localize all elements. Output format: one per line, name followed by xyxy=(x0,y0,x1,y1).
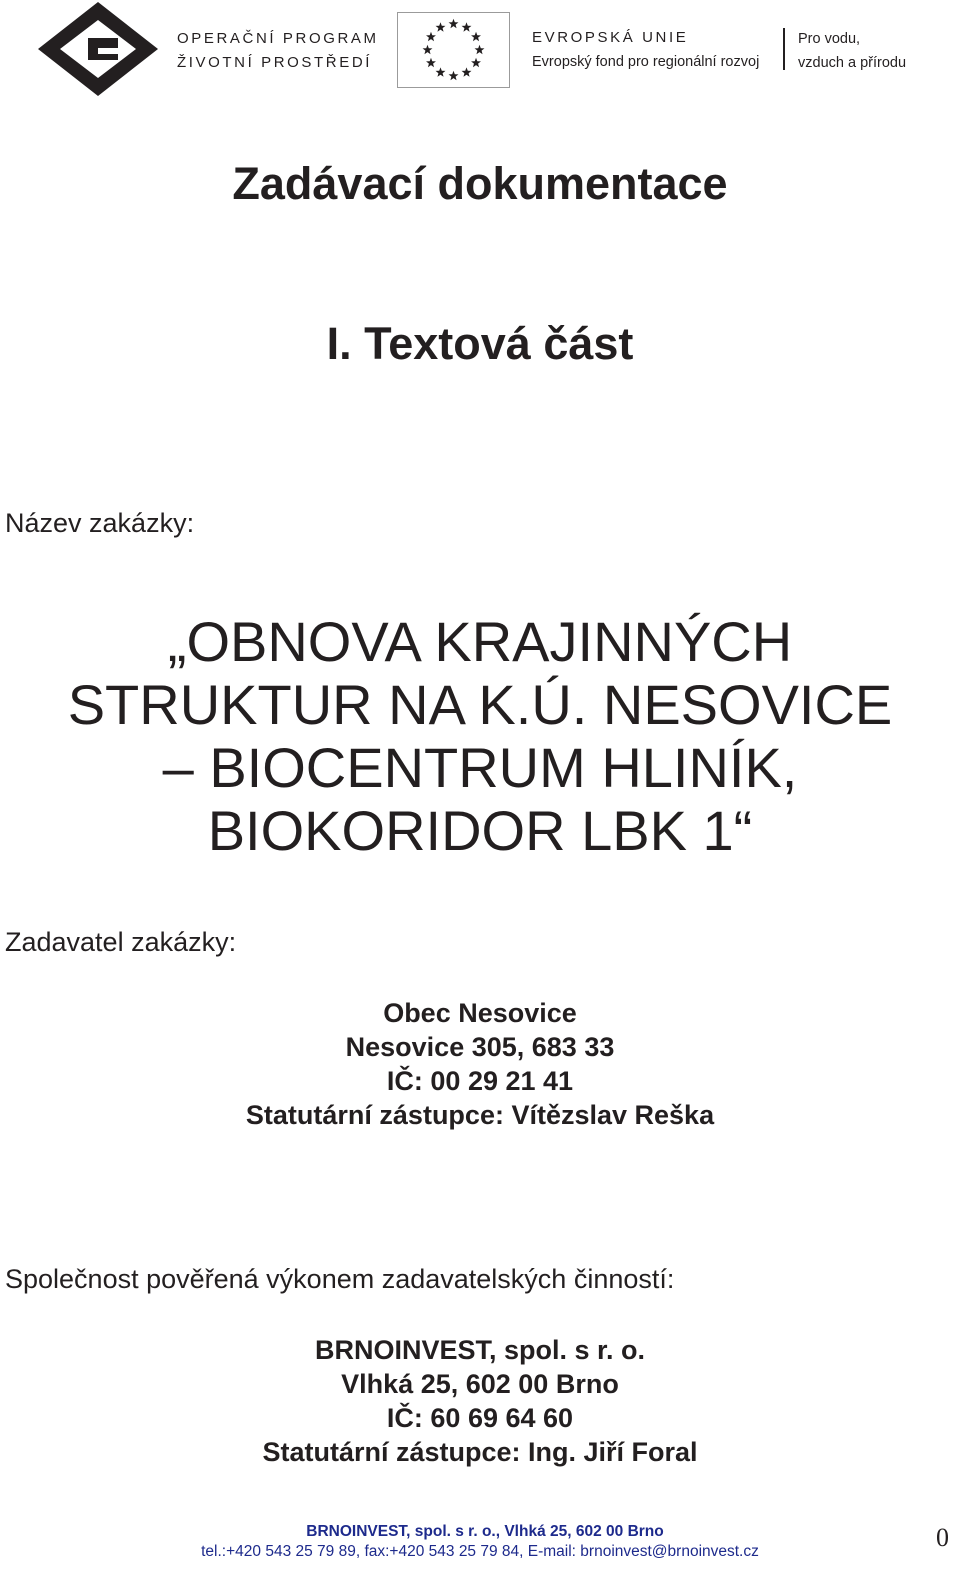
eu-star-icon xyxy=(436,22,446,31)
eu-label xyxy=(532,27,759,74)
document-part: I. Textová část xyxy=(326,318,634,369)
authority-ic: IČ: 00 29 21 41 xyxy=(386,1066,574,1096)
slogan-line-2: vzduch a přírodu xyxy=(798,55,907,71)
programme-line-1: OPERAČNÍ PROGRAM xyxy=(177,30,379,47)
agent-ic: IČ: 60 69 64 60 xyxy=(386,1403,574,1433)
eu-star-icon xyxy=(449,71,459,80)
eu-star-icon xyxy=(471,58,481,67)
contract-name-line-4: BIOKORIDOR LBK 1“ xyxy=(207,799,753,862)
agent-block xyxy=(0,1333,960,1469)
eu-flag-icon xyxy=(397,12,510,88)
programme-line-2: ŽIVOTNÍ PROSTŘEDÍ xyxy=(177,54,373,71)
contract-name-line-3: – BIOCENTRUM HLINÍK, xyxy=(162,736,798,799)
slogan xyxy=(798,27,906,75)
eu-star-icon xyxy=(471,32,481,41)
eu-star-icon xyxy=(436,67,446,76)
eu-title: EVROPSKÁ UNIE xyxy=(532,29,689,46)
page-header xyxy=(0,0,960,100)
page-number: 0 xyxy=(936,1523,949,1552)
agent-name: BRNOINVEST, spol. s r. o. xyxy=(314,1335,646,1365)
footer-contact: tel.:+420 543 25 79 89, fax:+420 543 25 79 84, E-mail: brnoinvest@brnoinvest.cz xyxy=(201,1543,759,1560)
eu-star-icon xyxy=(462,67,472,76)
agent-address: Vlhká 25, 602 00 Brno xyxy=(341,1369,619,1399)
authority-label: Zadavatel zakázky: xyxy=(5,927,237,957)
eu-star-icon xyxy=(423,45,433,54)
authority-block xyxy=(0,996,960,1132)
authority-name: Obec Nesovice xyxy=(383,998,577,1028)
document-title: Zadávací dokumentace xyxy=(232,158,728,209)
authority-representative: Statutární zástupce: Vítězslav Reška xyxy=(245,1100,715,1130)
eu-star-icon xyxy=(462,22,472,31)
header-divider xyxy=(783,28,785,70)
eu-star-icon xyxy=(426,58,436,67)
contract-name-line-2: STRUKTUR NA K.Ú. NESOVICE xyxy=(67,673,893,736)
eu-star-icon xyxy=(475,45,485,54)
page-footer xyxy=(0,1522,960,1562)
eu-star-icon xyxy=(449,19,459,28)
footer-company: BRNOINVEST, spol. s r. o., Vlhká 25, 602 00 Brno xyxy=(306,1523,664,1540)
contract-name xyxy=(30,610,930,862)
eu-fund-name: Evropský fond pro regionální rozvoj xyxy=(532,54,760,70)
agent-label: Společnost pověřená výkonem zadavatelských činností: xyxy=(5,1264,675,1294)
authority-address: Nesovice 305, 683 33 xyxy=(345,1032,615,1062)
programme-name xyxy=(177,27,379,75)
slogan-line-1: Pro vodu, xyxy=(798,31,861,47)
agent-representative: Statutární zástupce: Ing. Jiří Foral xyxy=(262,1437,698,1467)
contract-name-line-1: „OBNOVA KRAJINNÝCH xyxy=(167,610,793,673)
eu-star-icon xyxy=(426,32,436,41)
operational-programme-logo-icon xyxy=(38,2,158,96)
contract-label: Název zakázky: xyxy=(5,508,195,538)
